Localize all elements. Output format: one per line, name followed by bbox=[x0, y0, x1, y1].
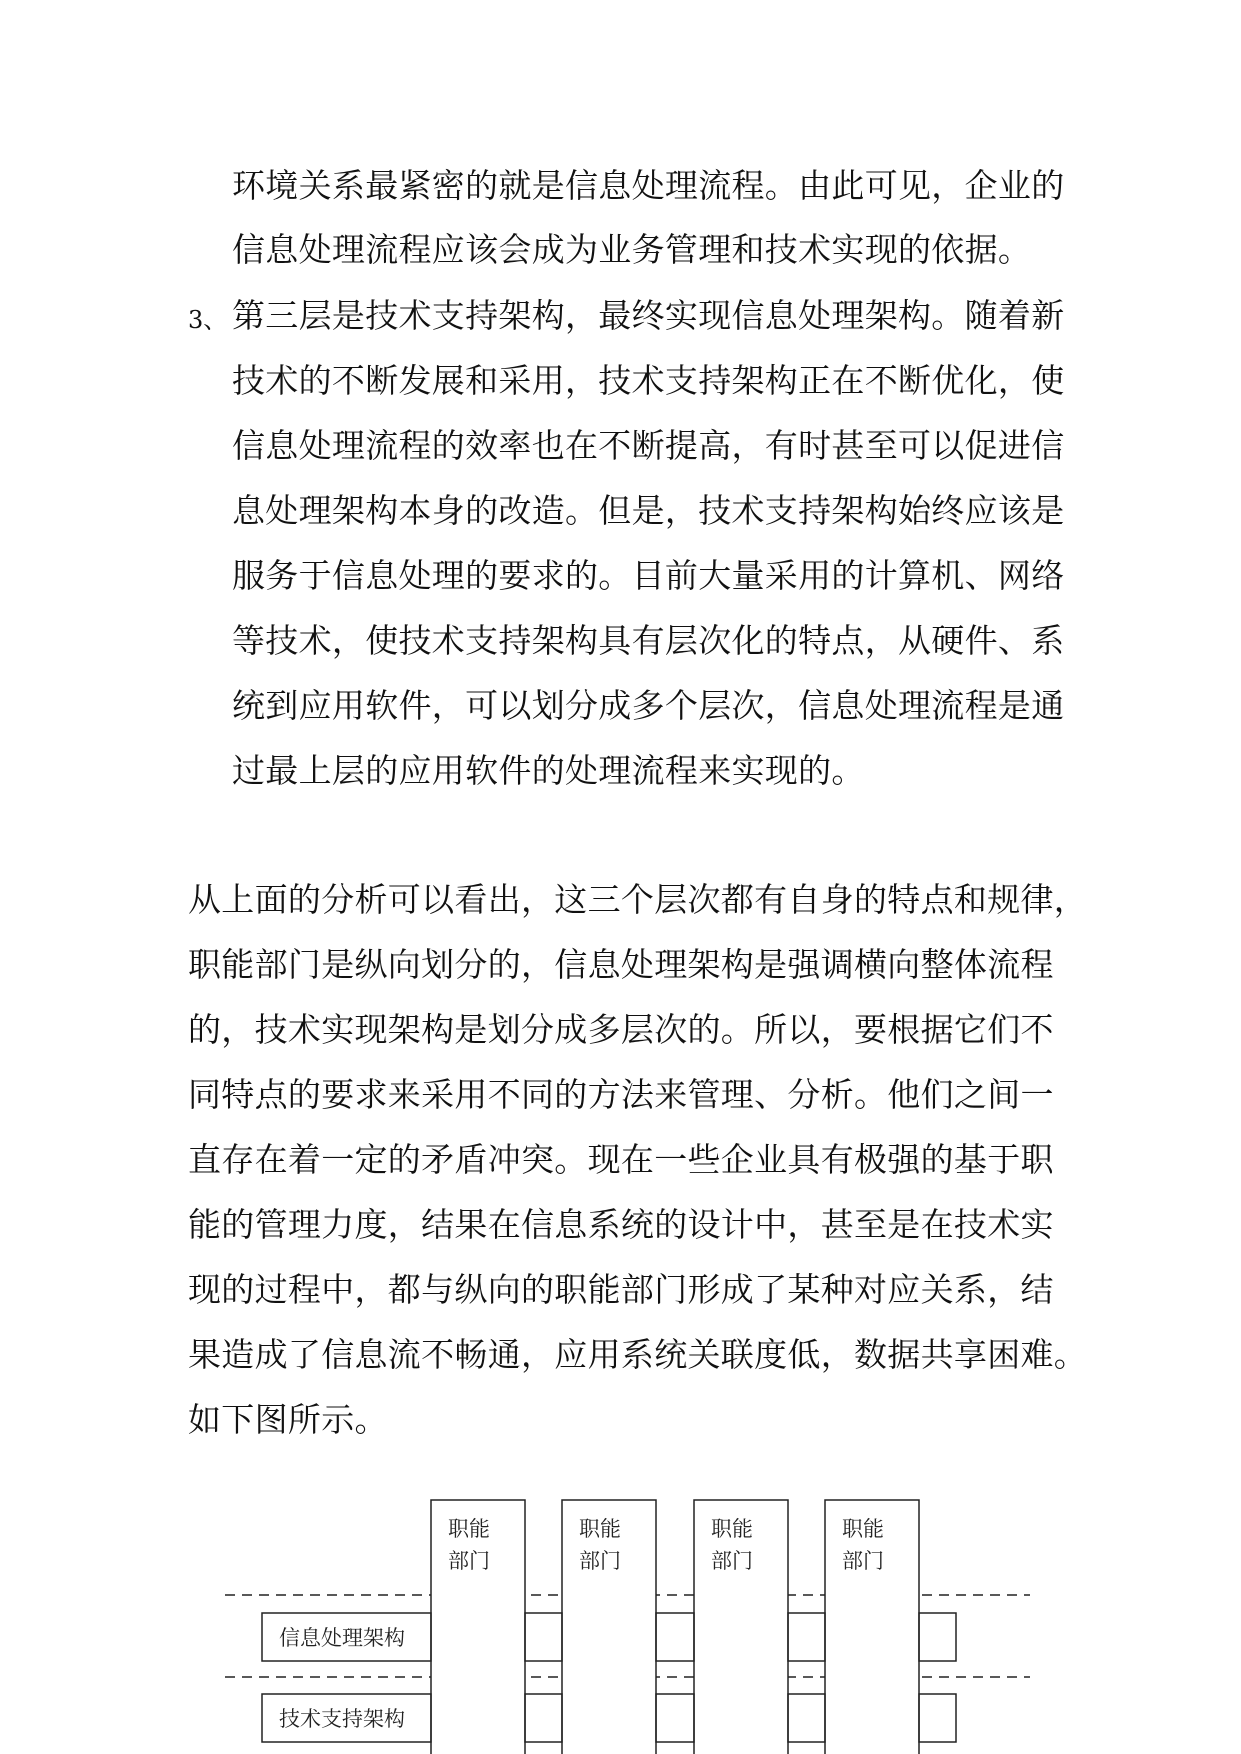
connector-box bbox=[525, 1613, 562, 1661]
text-line: 从上面的分析可以看出，这三个层次都有自身的特点和规律， bbox=[188, 880, 1088, 919]
list-marker: 3、 bbox=[188, 306, 228, 334]
text-line: 环境关系最紧密的就是信息处理流程。由此可见，企业的 bbox=[232, 166, 1065, 205]
org-diagram-svg bbox=[0, 1480, 1241, 1754]
text-line: 统到应用软件，可以划分成多个层次，信息处理流程是通 bbox=[232, 686, 1065, 725]
text-line: 果造成了信息流不畅通，应用系统关联度低，数据共享困难。 bbox=[188, 1335, 1088, 1374]
text-line: 能的管理力度，结果在信息系统的设计中，甚至是在技术实 bbox=[188, 1205, 1054, 1244]
department-label: 职能 bbox=[579, 1517, 621, 1541]
connector-box bbox=[656, 1694, 694, 1742]
department-label: 部门 bbox=[842, 1549, 884, 1573]
text-line: 技术的不断发展和采用，技术支持架构正在不断优化，使 bbox=[232, 361, 1065, 400]
department-label: 职能 bbox=[711, 1517, 753, 1541]
connector-box bbox=[525, 1694, 562, 1742]
text-line: 现的过程中，都与纵向的职能部门形成了某种对应关系，结 bbox=[188, 1270, 1054, 1309]
department-label: 职能 bbox=[842, 1517, 884, 1541]
connector-box bbox=[788, 1613, 825, 1661]
text-line: 服务于信息处理的要求的。目前大量采用的计算机、网络 bbox=[232, 556, 1065, 595]
text-line: 职能部门是纵向划分的，信息处理架构是强调横向整体流程 bbox=[188, 945, 1054, 984]
department-label: 职能 bbox=[448, 1517, 490, 1541]
text-line: 信息处理流程的效率也在不断提高，有时甚至可以促进信 bbox=[232, 426, 1065, 465]
text-line: 过最上层的应用软件的处理流程来实现的。 bbox=[232, 751, 865, 790]
department-label: 部门 bbox=[711, 1549, 753, 1573]
text-line: 第三层是技术支持架构，最终实现信息处理架构。随着新 bbox=[232, 296, 1065, 335]
text-line: 如下图所示。 bbox=[188, 1400, 388, 1439]
connector-box bbox=[919, 1694, 956, 1742]
layer-label: 技术支持架构 bbox=[279, 1707, 405, 1731]
text-line: 息处理架构本身的改造。但是，技术支持架构始终应该是 bbox=[232, 491, 1065, 530]
department-label: 部门 bbox=[448, 1549, 490, 1573]
connector-box bbox=[656, 1613, 694, 1661]
connector-box bbox=[919, 1613, 956, 1661]
text-line: 同特点的要求来采用不同的方法来管理、分析。他们之间一 bbox=[188, 1075, 1054, 1114]
text-line: 等技术，使技术支持架构具有层次化的特点，从硬件、系 bbox=[232, 621, 1065, 660]
department-label: 部门 bbox=[579, 1549, 621, 1573]
connector-box bbox=[788, 1694, 825, 1742]
text-line: 的，技术实现架构是划分成多层次的。所以，要根据它们不 bbox=[188, 1010, 1054, 1049]
layer-label: 信息处理架构 bbox=[279, 1626, 405, 1650]
text-line: 直存在着一定的矛盾冲突。现在一些企业具有极强的基于职 bbox=[188, 1140, 1054, 1179]
text-line: 信息处理流程应该会成为业务管理和技术实现的依据。 bbox=[232, 230, 1032, 269]
org-diagram bbox=[0, 1480, 1241, 1754]
